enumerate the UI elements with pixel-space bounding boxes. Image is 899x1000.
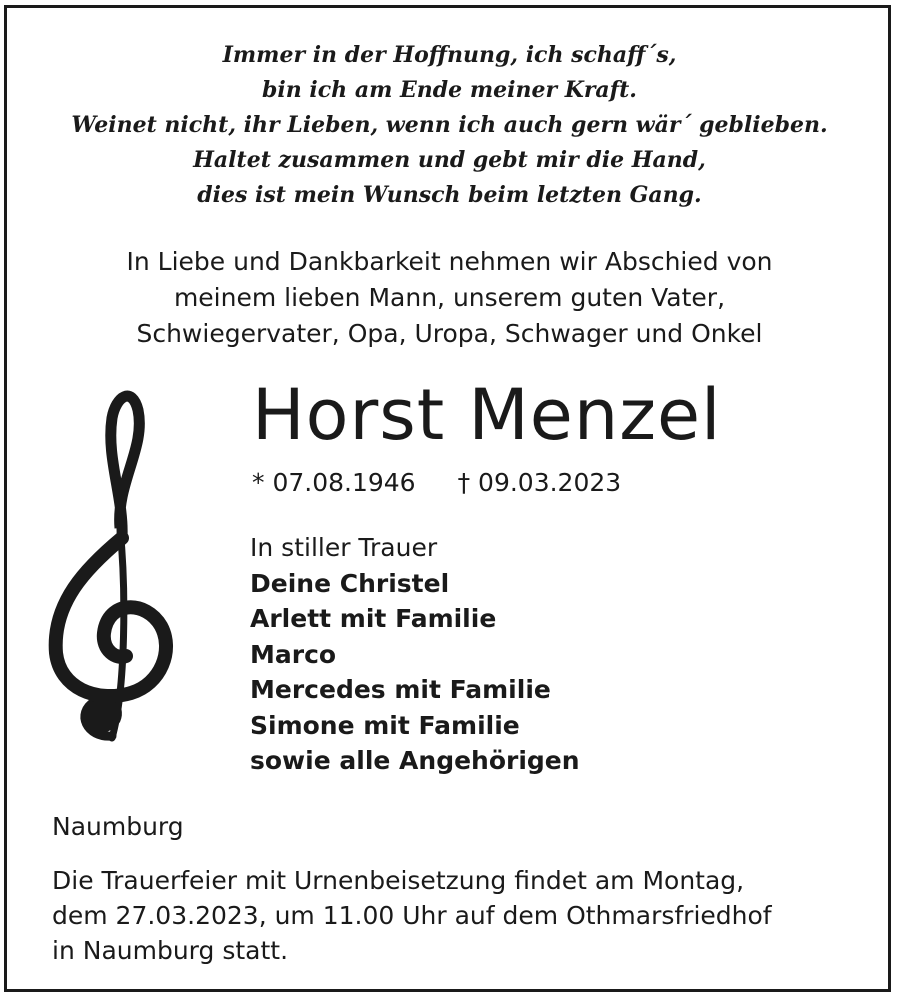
poem-line: Weinet nicht, ihr Lieben, wenn ich auch gern wär´ geblieben. <box>71 112 828 138</box>
mourner-name: Marco <box>250 639 337 669</box>
intro-line: meinem lieben Mann, unserem guten Vater, <box>173 283 726 312</box>
intro-line: Schwiegervater, Opa, Uropa, Schwager und Onkel <box>136 319 763 348</box>
life-dates <box>252 466 621 500</box>
deceased-name: Horst Menzel <box>252 374 722 456</box>
mourner-name: Deine Christel <box>250 568 450 598</box>
poem-line: dies ist mein Wunsch beim letzten Gang. <box>197 182 702 208</box>
mourner-name: Simone mit Familie <box>250 710 520 740</box>
place-name: Naumburg <box>52 812 184 841</box>
service-line: Die Trauerfeier mit Urnenbeisetzung findet am Montag, <box>52 866 745 895</box>
birth-date: * 07.08.1946 <box>252 468 416 497</box>
poem <box>0 38 899 213</box>
funeral-service-info <box>52 863 772 968</box>
service-line: in Naumburg statt. <box>52 936 289 965</box>
farewell-intro <box>0 244 899 352</box>
poem-line: bin ich am Ende meiner Kraft. <box>262 77 637 103</box>
mourners-heading: In stiller Trauer <box>250 533 438 562</box>
mourner-name: sowie alle Angehörigen <box>250 746 580 775</box>
poem-line: Immer in der Hoffnung, ich schaff´s, <box>222 42 677 68</box>
poem-line: Haltet zusammen und gebt mir die Hand, <box>193 147 706 173</box>
death-date: † 09.03.2023 <box>457 468 622 497</box>
mourner-name: Mercedes mit Familie <box>250 675 551 704</box>
mourner-name: Arlett mit Familie <box>250 604 497 633</box>
intro-line: In Liebe und Dankbarkeit nehmen wir Abschied von <box>126 247 773 276</box>
service-line: dem 27.03.2023, um 11.00 Uhr auf dem Othmarsfriedhof <box>52 901 772 930</box>
treble-clef-icon <box>46 388 181 746</box>
mourners-list <box>250 530 580 779</box>
